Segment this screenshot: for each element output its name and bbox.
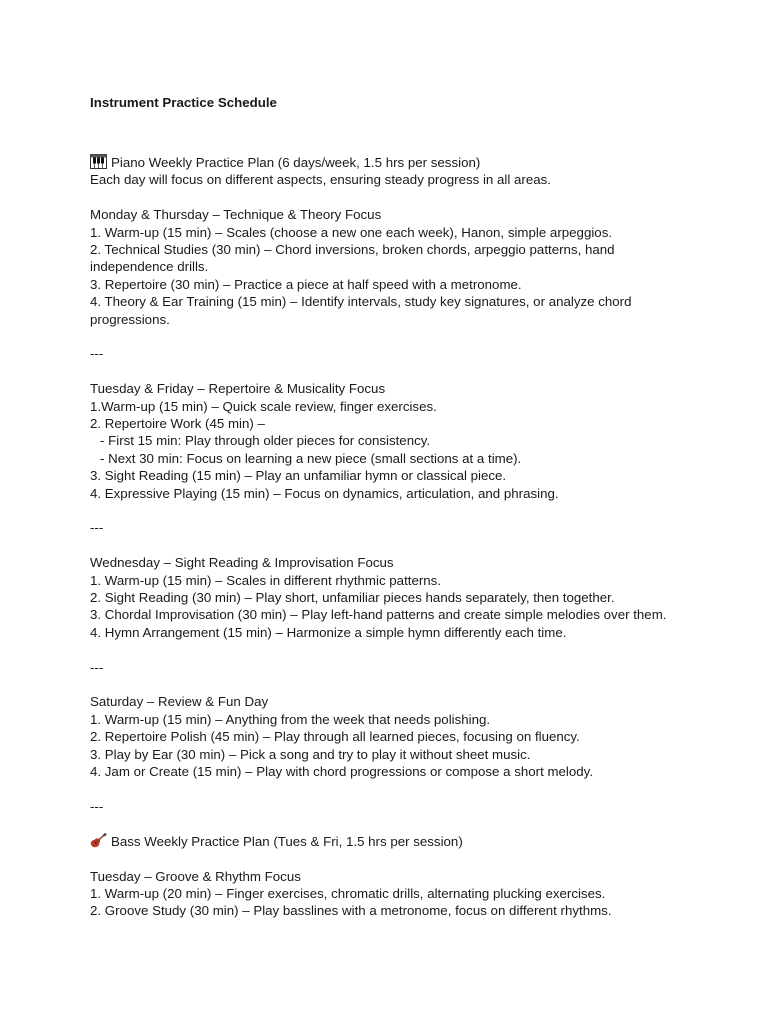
- separator: ---: [90, 659, 104, 675]
- list-item: 3. Chordal Improvisation (30 min) – Play left-hand patterns and create simple melodies over them.: [90, 607, 667, 623]
- document-title: Instrument Practice Schedule: [90, 95, 277, 110]
- list-item: 2. Sight Reading (30 min) – Play short, unfamiliar pieces hands separately, then together.: [90, 590, 615, 606]
- section-heading: Tuesday – Groove & Rhythm Focus: [90, 868, 301, 884]
- list-item: 2. Repertoire Work (45 min) –: [90, 416, 265, 432]
- piano-plan-heading-text: Piano Weekly Practice Plan (6 days/week, 1.5 hrs per session): [111, 155, 481, 170]
- list-item: 1. Warm-up (20 min) – Finger exercises, chromatic drills, alternating plucking exercises.: [90, 885, 606, 901]
- piano-intro: Each day will focus on different aspects, ensuring steady progress in all areas.: [90, 172, 551, 188]
- list-item: 1. Warm-up (15 min) – Anything from the week that needs polishing.: [90, 711, 491, 727]
- list-item: 4. Jam or Create (15 min) – Play with chord progressions or compose a short melody.: [90, 764, 594, 780]
- piano-icon: [90, 154, 107, 169]
- list-item: 1.Warm-up (15 min) – Quick scale review, finger exercises.: [90, 398, 437, 414]
- sub-list-item: - First 15 min: Play through older pieces for consistency.: [100, 433, 431, 449]
- bass-plan-heading-text: Bass Weekly Practice Plan (Tues & Fri, 1.5 hrs per session): [111, 833, 463, 849]
- list-item: 3. Sight Reading (15 min) – Play an unfamiliar hymn or classical piece.: [90, 468, 507, 484]
- list-item: 4. Hymn Arrangement (15 min) – Harmonize a simple hymn differently each time.: [90, 624, 567, 640]
- list-item: 1. Warm-up (15 min) – Scales in different rhythmic patterns.: [90, 572, 442, 588]
- separator: ---: [90, 346, 104, 362]
- list-item: 2. Repertoire Polish (45 min) – Play through all learned pieces, focusing on fluency.: [90, 729, 580, 745]
- list-item: 3. Play by Ear (30 min) – Pick a song and try to play it without sheet music.: [90, 746, 531, 762]
- section-heading: Wednesday – Sight Reading & Improvisation Focus: [90, 555, 394, 571]
- separator: ---: [90, 798, 104, 814]
- section-heading: Tuesday & Friday – Repertoire & Musicality Focus: [90, 381, 386, 397]
- sub-list-item: - Next 30 min: Focus on learning a new piece (small sections at a time).: [100, 450, 522, 466]
- document-body: [90, 94, 690, 920]
- list-item: 2. Groove Study (30 min) – Play basslines with a metronome, focus on different rhythms.: [90, 903, 612, 919]
- list-item: 3. Repertoire (30 min) – Practice a piece at half speed with a metronome.: [90, 276, 522, 292]
- piano-plan-heading: [90, 154, 690, 171]
- separator: ---: [90, 520, 104, 536]
- list-item: 4. Expressive Playing (15 min) – Focus on dynamics, articulation, and phrasing.: [90, 485, 559, 501]
- bass-plan-heading: [90, 833, 690, 850]
- list-item: 4. Theory & Ear Training (15 min) – Identify intervals, study key signatures, or analyze chord progressions.: [90, 294, 636, 327]
- section-heading: Saturday – Review & Fun Day: [90, 694, 269, 710]
- list-item: 1. Warm-up (15 min) – Scales (choose a new one each week), Hanon, simple arpeggios.: [90, 224, 613, 240]
- list-item: 2. Technical Studies (30 min) – Chord inversions, broken chords, arpeggio patterns, hand independence drills.: [90, 242, 619, 275]
- guitar-icon: [90, 833, 107, 848]
- section-heading: Monday & Thursday – Technique & Theory Focus: [90, 207, 382, 223]
